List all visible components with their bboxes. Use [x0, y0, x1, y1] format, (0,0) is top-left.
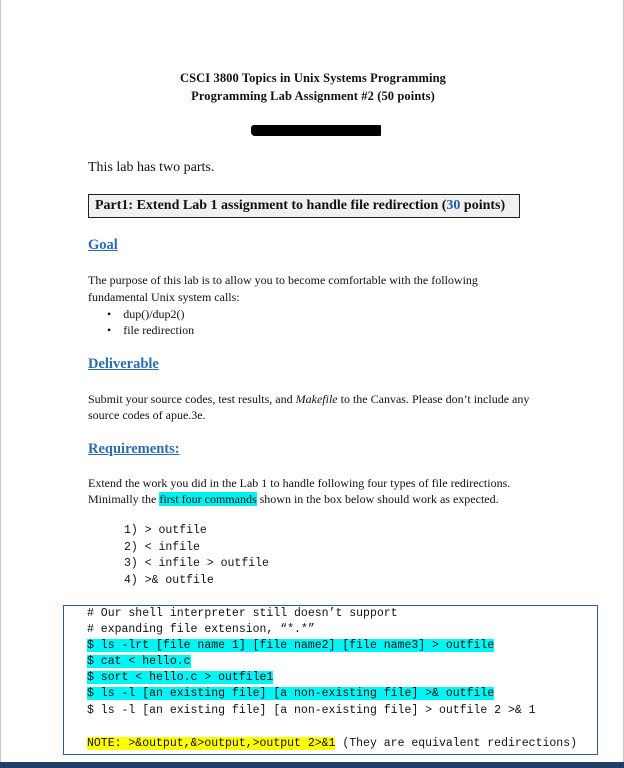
code-comment: # Our shell interpreter still doesn’t support: [87, 607, 398, 620]
part1-label: Part1: Extend Lab 1 assignment to handle file redirection (: [95, 198, 447, 213]
title-line-1: CSCI 3800 Topics in Unix Systems Programming: [179, 71, 446, 85]
part1-points: 30: [446, 198, 461, 213]
requirements-line-2: [88, 491, 499, 507]
requirements-heading: Requirements:: [88, 441, 180, 457]
requirements-text-rest: shown in the box below should work as expected.: [256, 492, 499, 506]
redacted-name: [251, 125, 381, 136]
redirection-item: 2) < infile: [124, 540, 200, 554]
deliverable-text: Submit your source codes, test results, and: [88, 392, 296, 406]
code-command: [87, 638, 494, 653]
code-command: [87, 670, 273, 685]
redirection-item: 4) >& outfile: [124, 573, 214, 587]
code-command-highlight: $ ls -lrt [file name 1] [file name2] [file name3] > outfile: [87, 639, 495, 652]
code-command-highlight: $ sort < hello.c > outfile1: [87, 671, 274, 684]
goal-line-1: The purpose of this lab is to allow you to become comfortable with the following: [88, 273, 478, 287]
code-command: [87, 654, 191, 669]
goal-line-2: fundamental Unix system calls:: [88, 290, 240, 304]
intro-text: This lab has two parts.: [88, 160, 215, 175]
goal-heading: Goal: [88, 237, 118, 253]
note-text: (They are equivalent redirections): [335, 737, 577, 750]
redirection-item: 3) < infile > outfile: [124, 557, 269, 570]
requirements-text: Minimally the: [88, 492, 160, 506]
deliverable-line-2: source codes of apue.3e.: [88, 408, 206, 422]
deliverable-line-1: [88, 391, 529, 407]
first-four-highlight: first four commands: [159, 492, 257, 506]
code-command-highlight: $ ls -l [an existing file] [a non-existing file] >& outfile: [87, 687, 495, 700]
code-command: [87, 686, 494, 701]
code-note: [87, 736, 577, 751]
redirection-list: [124, 523, 269, 589]
code-command: $ ls -l [an existing file] [a non-existing file] > outfile 2 >& 1: [87, 704, 536, 717]
goal-bullet-list: [105, 306, 194, 338]
requirements-line-1: Extend the work you did in the Lab 1 to handle following four types of file redirections.: [88, 476, 511, 490]
window-bottom-edge: [0, 762, 624, 768]
deliverable-text-rest: to the Canvas. Please don’t include any: [337, 392, 530, 406]
code-command-highlight: $ cat < hello.c: [87, 655, 191, 668]
goal-bullet-item: • file redirection: [105, 322, 194, 338]
note-highlight: NOTE: >&output,&>output,>output 2>&1: [87, 737, 336, 750]
makefile-emphasis: Makefile: [295, 392, 338, 406]
code-comment: # expanding file extension, “*.*”: [87, 623, 315, 636]
part1-suffix: points): [460, 198, 506, 213]
redirection-item: 1) > outfile: [124, 524, 207, 537]
deliverable-heading: Deliverable: [88, 356, 159, 372]
title-line-2: Programming Lab Assignment #2 (50 points): [191, 89, 435, 103]
goal-bullet-item: • dup()/dup2(): [105, 306, 194, 322]
part1-banner: [88, 194, 520, 218]
